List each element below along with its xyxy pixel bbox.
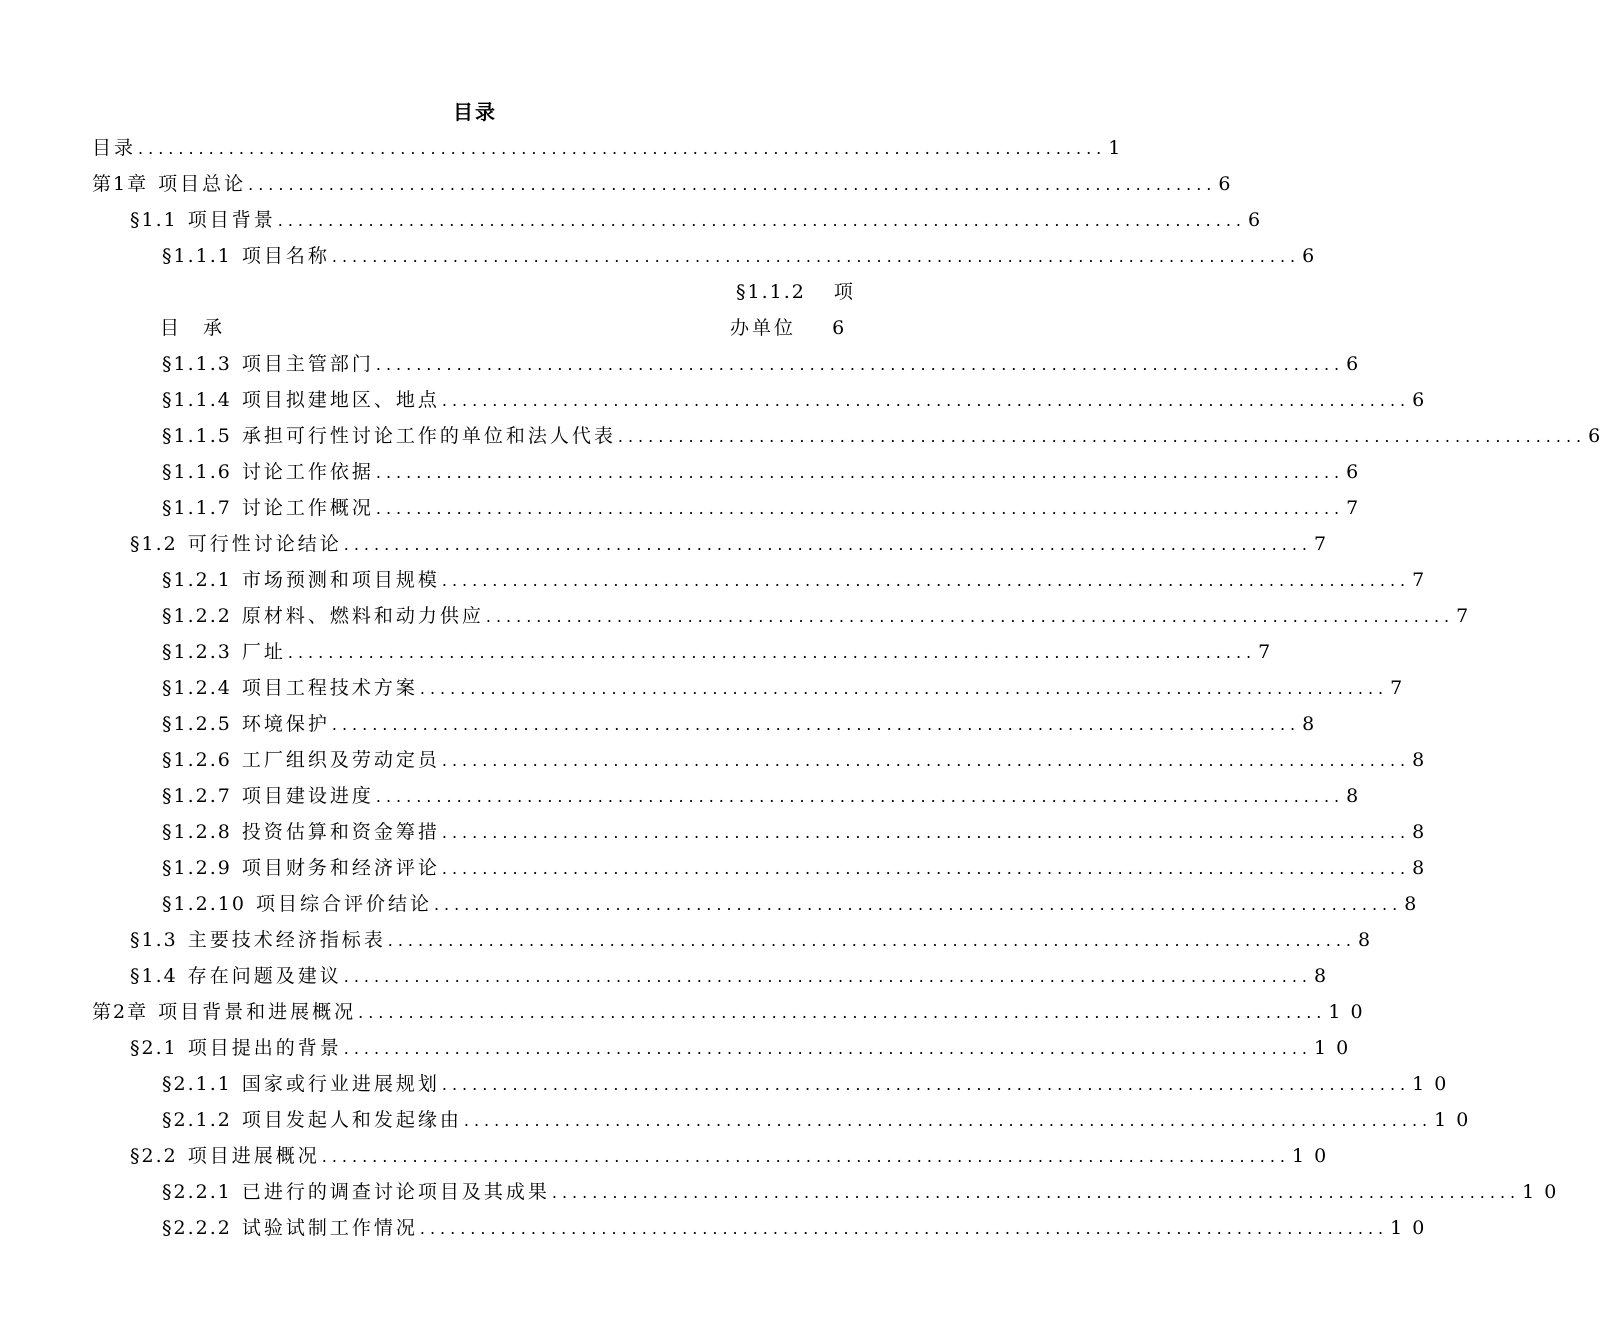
toc-title: 目录	[453, 100, 497, 124]
toc-entry-label: 项目工程技术方案	[241, 677, 418, 699]
toc-entry-label: 投资估算和资金筹措	[241, 821, 440, 843]
toc-entry-page: 10	[1313, 1037, 1359, 1059]
toc-entry-label-part: 目 承	[160, 317, 225, 339]
toc-entry-number: §1.2.8	[162, 821, 232, 843]
toc-leader-dots: ................................................................................................	[343, 535, 1312, 554]
toc-leader-dots: ................................................................................................	[331, 715, 1301, 734]
toc-leader-dots: ................................................................................................	[441, 823, 1411, 842]
toc-entry-label: 项目建设进度	[241, 785, 374, 807]
toc-entry[interactable]	[162, 346, 1369, 382]
toc-leader-dots: ................................................................................................	[277, 211, 1246, 230]
toc-entry-page: 7	[1390, 677, 1413, 699]
toc-entry-label: 工厂组织及劳动定员	[241, 749, 440, 771]
toc-entry-number: §2.2	[130, 1145, 178, 1167]
toc-entry-number: §1.1.5	[162, 425, 232, 447]
toc-entry-label: 项目主管部门	[241, 353, 374, 375]
toc-entry-page: 10	[1434, 1109, 1479, 1131]
toc-entry[interactable]	[162, 634, 1281, 670]
toc-entry-number: §1.2	[130, 533, 178, 555]
toc-leader-dots: ................................................................................................	[375, 787, 1345, 806]
toc-entry-page: 8	[1412, 749, 1435, 771]
toc-leader-dots: ................................................................................................	[287, 643, 1257, 662]
toc-leader-dots: ................................................................................................	[433, 895, 1403, 914]
toc-leader-dots: ................................................................................................	[441, 751, 1411, 770]
toc-entry-label: 项目名称	[241, 245, 330, 267]
toc-entry-label: 主要技术经济指标表	[187, 929, 386, 951]
toc-entry-page: 8	[1357, 929, 1381, 951]
toc-entry[interactable]	[162, 238, 1325, 274]
toc-entry[interactable]	[162, 778, 1369, 814]
toc-entry[interactable]	[130, 1030, 1359, 1066]
toc-entry-page: 8	[1404, 893, 1427, 915]
toc-entry-page: 10	[1390, 1217, 1435, 1239]
toc-entry-label: 讨论工作依据	[241, 461, 374, 483]
toc-entry-label: 讨论工作概况	[241, 497, 374, 519]
toc-entry-page: 6	[1412, 389, 1435, 411]
toc-entry-page: 7	[1346, 497, 1369, 519]
toc-entry-number: §1.2.5	[162, 713, 232, 735]
toc-entry-number: §1.1.6	[162, 461, 232, 483]
toc-entry-page: 10	[1291, 1145, 1337, 1167]
toc-leader-dots: ................................................................................................	[441, 1075, 1411, 1094]
toc-entry-label: 市场预测和项目规模	[241, 569, 440, 591]
toc-entry-label: 存在问题及建议	[187, 965, 342, 987]
toc-entry-wrapped-tail	[730, 310, 844, 346]
toc-entry[interactable]	[162, 1066, 1457, 1102]
toc-entry[interactable]	[162, 706, 1325, 742]
toc-entry[interactable]	[162, 850, 1435, 886]
toc-leader-dots: ................................................................................................	[138, 139, 1107, 158]
toc-entry[interactable]	[162, 454, 1369, 490]
toc-leader-dots: ................................................................................................	[441, 571, 1411, 590]
toc-leader-dots: ................................................................................................	[551, 1183, 1521, 1202]
toc-entry-number: §1.1.1	[162, 245, 232, 267]
toc-entry-label: 原材料、燃料和动力供应	[241, 605, 484, 627]
toc-entry[interactable]	[162, 382, 1435, 418]
toc-entry[interactable]	[130, 526, 1337, 562]
toc-entry-number: §2.1.1	[162, 1073, 232, 1095]
toc-entry-number: §1.1.7	[162, 497, 232, 519]
toc-entry-number: §1.2.9	[162, 857, 232, 879]
toc-entry-label: 项目财务和经济评论	[241, 857, 440, 879]
toc-entry-label: 项目拟建地区、地点	[241, 389, 440, 411]
toc-entry[interactable]	[130, 958, 1337, 994]
toc-leader-dots: ................................................................................................	[343, 1039, 1312, 1058]
toc-leader-dots: ................................................................................................	[358, 1003, 1327, 1022]
toc-entry-label-part: 办单位	[730, 317, 797, 339]
toc-leader-dots: ................................................................................................	[463, 1111, 1433, 1130]
toc-entry-page: 6	[1346, 353, 1369, 375]
toc-entry[interactable]	[162, 886, 1427, 922]
toc-entry[interactable]	[92, 166, 1241, 202]
toc-entry-page: 8	[1412, 857, 1435, 879]
toc-entry-label: 已进行的调查讨论项目及其成果	[241, 1181, 550, 1203]
toc-entry-page: 6	[1588, 425, 1610, 447]
toc-entry[interactable]	[162, 670, 1413, 706]
toc-leader-dots: ................................................................................................	[419, 1219, 1389, 1238]
toc-entry-wrapped-label	[160, 310, 224, 346]
toc-leader-dots: ................................................................................................	[248, 175, 1217, 194]
toc-entry-page: 6	[1218, 173, 1241, 195]
toc-entry-page: 7	[1313, 533, 1337, 555]
toc-entry-label: 项目提出的背景	[187, 1037, 342, 1059]
toc-entry-number: §1.2.1	[162, 569, 232, 591]
toc-leader-dots: ................................................................................................	[375, 355, 1345, 374]
toc-entry-page: 10	[1522, 1181, 1567, 1203]
toc-entry-label: 承担可行性讨论工作的单位和法人代表	[241, 425, 616, 447]
toc-entry-page: 8	[1313, 965, 1337, 987]
toc-entry-number: §1.4	[130, 965, 178, 987]
toc-leader-dots: ................................................................................................	[617, 427, 1587, 446]
toc-entry[interactable]	[162, 1102, 1479, 1138]
toc-leader-dots: ................................................................................................	[387, 931, 1356, 950]
toc-entry[interactable]	[92, 994, 1373, 1030]
toc-entry-page: 8	[1302, 713, 1325, 735]
toc-entry-page: 7	[1258, 641, 1281, 663]
toc-leader-dots: ................................................................................................	[441, 391, 1411, 410]
toc-entry-label: 项目背景	[187, 209, 276, 231]
toc-entry-label: 项目总论	[158, 173, 247, 195]
toc-entry-page: 6	[832, 317, 845, 339]
toc-entry-label: 目录	[92, 137, 137, 159]
toc-entry[interactable]	[162, 490, 1369, 526]
toc-entry-number: §1.2.2	[162, 605, 232, 627]
toc-entry[interactable]	[162, 418, 1610, 454]
toc-entry-number: §2.1.2	[162, 1109, 232, 1131]
toc-leader-dots: ................................................................................................	[375, 463, 1345, 482]
toc-entry-label: 可行性讨论结论	[187, 533, 342, 555]
toc-entry[interactable]	[162, 814, 1435, 850]
toc-entry-label-part: 项	[833, 281, 853, 303]
toc-entry-number: §1.1.2	[736, 281, 806, 303]
toc-entry-number: §1.1	[130, 209, 178, 231]
toc-entry-page: 7	[1456, 605, 1479, 627]
toc-entry-page: 6	[1346, 461, 1369, 483]
toc-entry-page: 10	[1328, 1001, 1373, 1023]
toc-entry-page: 1	[1108, 137, 1131, 159]
toc-entry-page: 10	[1412, 1073, 1457, 1095]
toc-entry[interactable]	[130, 1138, 1337, 1174]
toc-entry-label: 项目背景和进展概况	[158, 1001, 357, 1023]
toc-entry-number: §1.1.3	[162, 353, 232, 375]
toc-leader-dots: ................................................................................................	[485, 607, 1455, 626]
toc-leader-dots: ................................................................................................	[419, 679, 1389, 698]
toc-leader-dots: ................................................................................................	[441, 859, 1411, 878]
toc-entry-page: 8	[1412, 821, 1435, 843]
toc-entry-label: 环境保护	[241, 713, 330, 735]
toc-entry-label: 国家或行业进展规划	[241, 1073, 440, 1095]
toc-entry-number: §1.2.10	[162, 893, 246, 915]
toc-entry[interactable]	[162, 1210, 1435, 1246]
toc-entry-wrapped-number[interactable]	[736, 274, 853, 310]
toc-entry-page: 6	[1247, 209, 1271, 231]
toc-leader-dots: ................................................................................................	[343, 967, 1312, 986]
toc-entry[interactable]	[162, 562, 1435, 598]
toc-entry-number: §1.2.3	[162, 641, 232, 663]
toc-entry-number: §2.2.2	[162, 1217, 232, 1239]
toc-entry-label: 厂址	[241, 641, 286, 663]
toc-entry-page: 7	[1412, 569, 1435, 591]
toc-entry[interactable]	[162, 598, 1479, 634]
toc-entry[interactable]	[130, 922, 1381, 958]
toc-entry[interactable]	[130, 202, 1271, 238]
toc-entry-label: 项目进展概况	[187, 1145, 320, 1167]
toc-entry-number: §1.2.6	[162, 749, 232, 771]
toc-entry[interactable]	[92, 130, 1131, 166]
toc-entry-number: 第2章	[92, 1001, 149, 1023]
toc-entry[interactable]	[162, 742, 1435, 778]
toc-leader-dots: ................................................................................................	[375, 499, 1345, 518]
toc-entry[interactable]	[162, 1174, 1567, 1210]
toc-entry-number: §2.2.1	[162, 1181, 232, 1203]
toc-entry-number: §1.3	[130, 929, 178, 951]
toc-entry-label: 项目发起人和发起缘由	[241, 1109, 462, 1131]
toc-entry-page: 6	[1302, 245, 1325, 267]
toc-leader-dots: ................................................................................................	[321, 1147, 1290, 1166]
toc-entry-label: 试验试制工作情况	[241, 1217, 418, 1239]
toc-entry-page: 8	[1346, 785, 1369, 807]
toc-leader-dots: ................................................................................................	[331, 247, 1301, 266]
toc-entry-number: §1.1.4	[162, 389, 232, 411]
toc-entry-label: 项目综合评价结论	[255, 893, 432, 915]
toc-entry-number: §1.2.7	[162, 785, 232, 807]
toc-entry-number: 第1章	[92, 173, 149, 195]
toc-entry-number: §2.1	[130, 1037, 178, 1059]
toc-entry-number: §1.2.4	[162, 677, 232, 699]
